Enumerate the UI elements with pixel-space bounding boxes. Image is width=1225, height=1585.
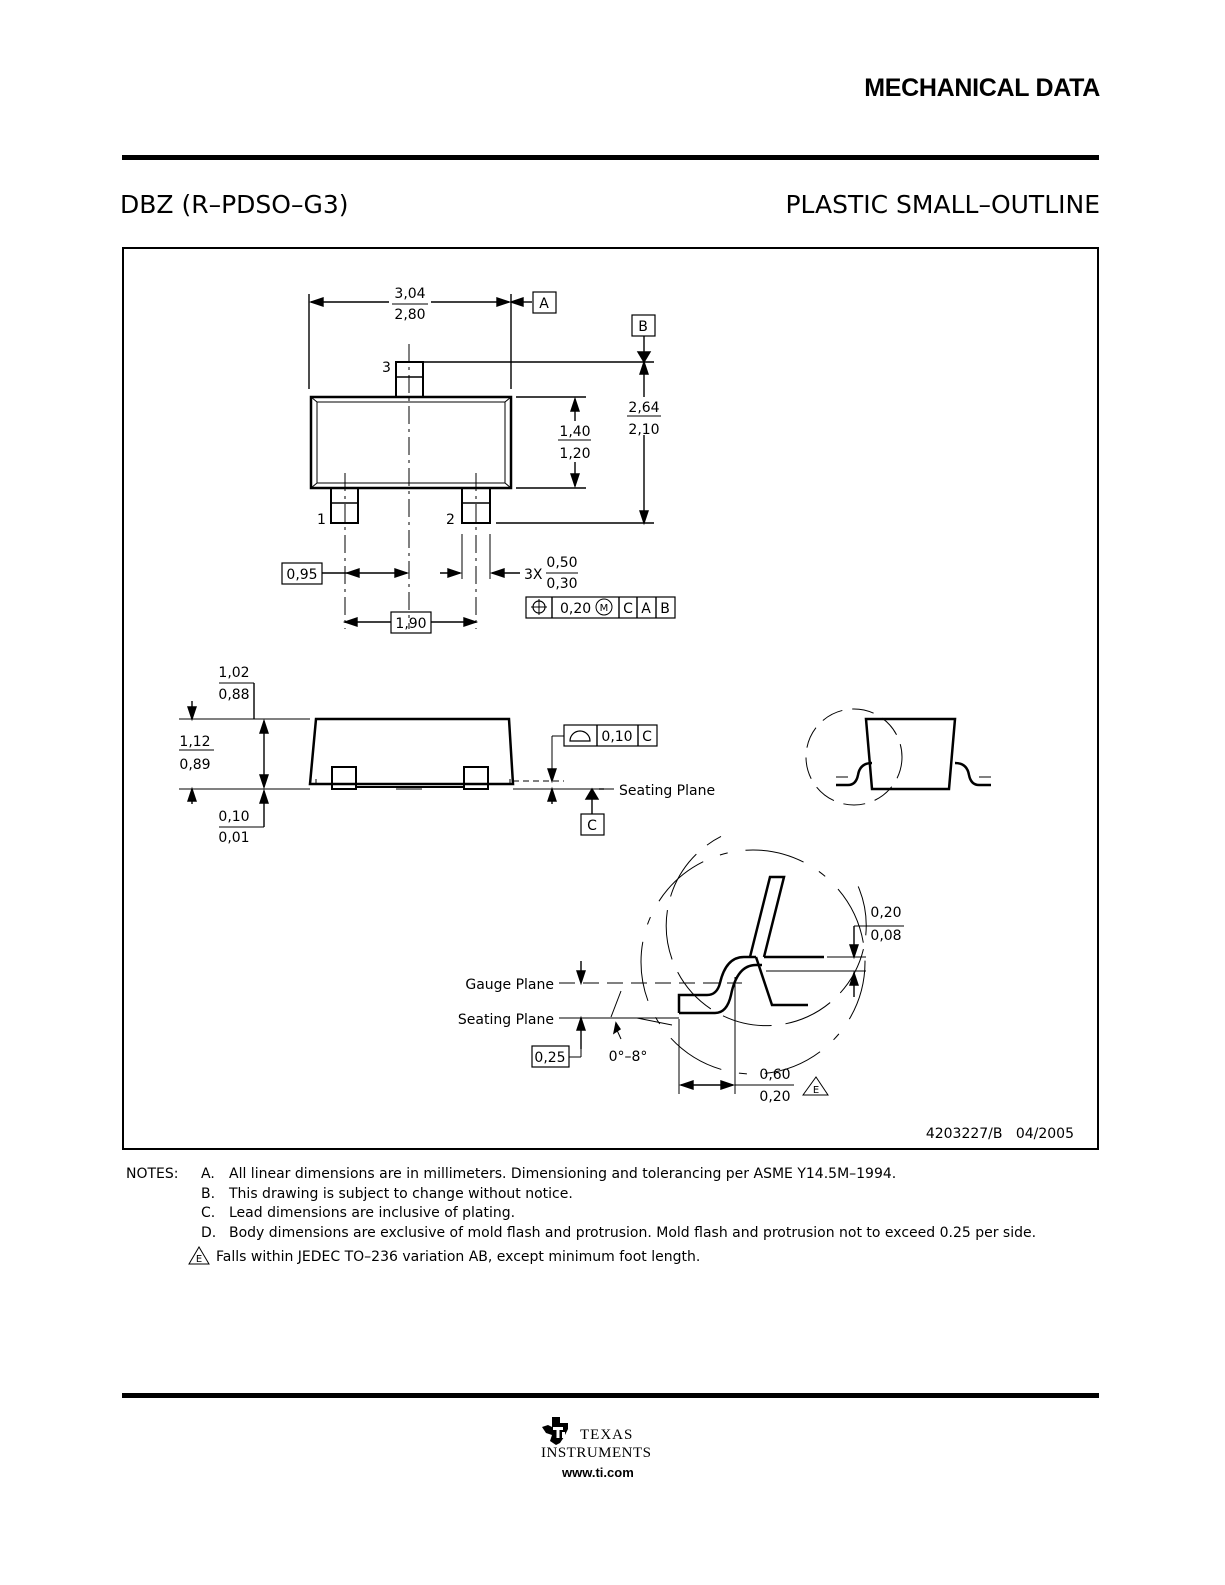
dim-lead-thickness-max: 0,20 [870,905,902,921]
document-number: 4203227/B 04/2005 [925,1126,1074,1142]
note-key: E [195,1254,203,1265]
detail-seating-plane-label: Seating Plane [457,1012,554,1028]
note-key: B. [201,1185,216,1202]
dim-lead-width-max: 0,50 [546,555,578,571]
side-seating-plane-label: Seating Plane [619,783,716,799]
feature-control-frame [526,597,675,618]
footer-logo [538,1415,698,1485]
package-name: DBZ (R–PDSO–G3) [120,190,349,219]
top-body [311,397,511,488]
dim-height-max: 1,12 [179,734,211,750]
dim-lead-width-min: 0,30 [546,576,578,592]
detail-note-flag: E [812,1085,820,1096]
note-text: This drawing is subject to change without notice. [229,1185,573,1202]
note-text: Body dimensions are exclusive of mold flash and protrusion. Mold flash and protrusion not to exceed 0.25 per side. [229,1224,1037,1241]
note-item [201,1165,896,1185]
note-item [201,1185,573,1205]
note-text: Falls within JEDEC TO–236 variation AB, except minimum foot length. [216,1249,701,1265]
dim-width-min: 2,80 [394,307,426,323]
coplanarity-value: 0,10 [601,729,633,745]
brand-line-1: TEXAS [580,1427,634,1443]
brand-line-2: INSTRUMENTS [541,1445,652,1461]
note-text: All linear dimensions are in millimeters. Dimensioning and tolerancing per ASME Y14.5M–1994. [229,1166,897,1182]
pin-3-label: 3 [382,360,391,376]
note-key: A. [201,1166,215,1182]
fcf-modifier: M [599,603,609,614]
side-body [310,719,513,784]
note-item [201,1224,1036,1244]
fcf-datum-2: A [641,601,651,617]
note-item [201,1204,515,1224]
ti-logo-icon [538,1415,578,1447]
pin-2-label: 2 [446,512,455,528]
dim-height-top-max: 1,02 [218,665,250,681]
dim-width-max: 3,04 [394,286,426,302]
dim-height-min: 0,89 [179,757,211,773]
profile-icon [570,731,590,741]
dim-foot-max: 0,60 [759,1067,791,1083]
dim-body-max: 1,40 [559,424,591,440]
coplanarity-datum: C [642,729,652,745]
dim-gauge-height: 0,25 [534,1050,566,1066]
dim-lead-thickness-min: 0,08 [870,928,902,944]
fcf-datum-1: C [623,601,633,617]
dim-overall-max: 2,64 [628,400,660,416]
note-item [188,1247,700,1268]
dim-standoff-min: 0,01 [218,830,250,846]
dim-height-top-min: 0,88 [218,687,250,703]
pin-1-label: 1 [317,512,326,528]
fcf-tolerance: 0,20 [560,601,592,617]
dim-overall-min: 2,10 [628,422,660,438]
top-rule [122,155,1099,160]
bottom-rule [122,1393,1099,1398]
dim-foot-min: 0,20 [759,1089,791,1105]
note-flag-icon [188,1247,216,1265]
dim-pitch: 0,95 [286,567,318,583]
datum-a: A [539,296,549,312]
page-title: MECHANICAL DATA [864,74,1100,102]
dim-angle: 0°–8° [608,1049,648,1065]
notes-label: NOTES: [126,1166,179,1182]
gauge-plane-label: Gauge Plane [465,977,554,993]
package-type: PLASTIC SMALL–OUTLINE [785,190,1100,219]
lead-count: 3X [524,567,543,583]
footer-url[interactable]: www.ti.com [562,1465,634,1480]
mechanical-drawing [122,247,1099,1150]
fcf-datum-3: B [660,601,670,617]
note-key: C. [201,1205,216,1221]
note-key: D. [201,1224,217,1241]
dim-lead-pitch: 1,90 [395,616,427,632]
dim-standoff-max: 0,10 [218,809,250,825]
datum-c: C [587,818,597,834]
drawing-canvas [124,249,1097,1148]
datum-b: B [638,319,648,335]
note-text: Lead dimensions are inclusive of plating. [229,1205,516,1221]
dim-body-min: 1,20 [559,446,591,462]
